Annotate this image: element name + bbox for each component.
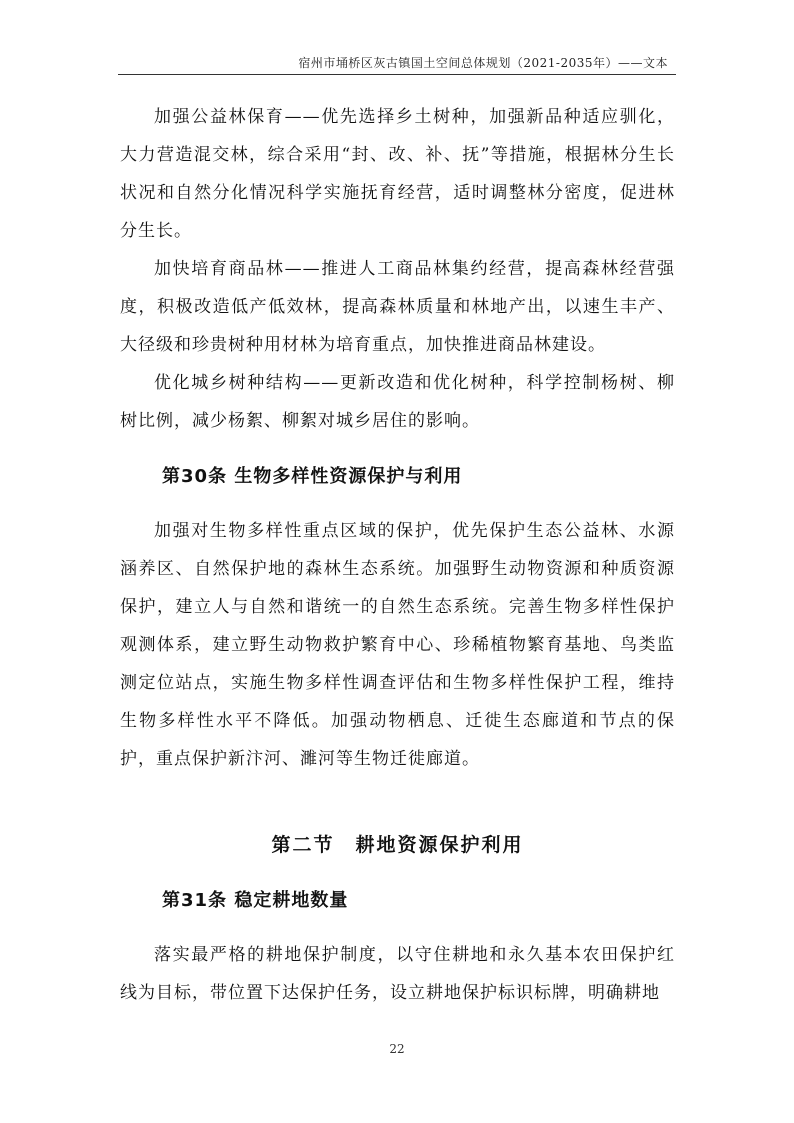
document-body xyxy=(120,98,675,1012)
article-30-title: 第30条 生物多样性资源保护与利用 xyxy=(162,466,463,487)
section-2-title: 第二节 耕地资源保护利用 xyxy=(271,834,524,856)
article-31-body: 落实最严格的耕地保护制度，以守住耕地和永久基本农田保护红线为目标，带位置下达保护任务，设立耕地保护标识标牌，明确耕地 xyxy=(120,945,675,1003)
article-31-title: 第31条 稳定耕地数量 xyxy=(162,890,349,911)
paragraph-commercial-forest: 加快培育商品林——推进人工商品林集约经营，提高森林经营强度，积极改造低产低效林，提高森林质量和林地产出，以速生丰产、大径级和珍贵树种用材林为培育重点，加快推进商品林建设。 xyxy=(120,259,675,355)
paragraph-public-forest: 加强公益林保育——优先选择乡土树种，加强新品种适应驯化，大力营造混交林，综合采用“封、改、补、抚”等措施，根据林分生长状况和自然分化情况科学实施抚育经营，适时调整林分密度，促进林分生长。 xyxy=(120,107,675,241)
running-header: 宿州市埇桥区灰古镇国土空间总体规划（2021-2035年）——文本 xyxy=(298,56,668,70)
article-30-body: 加强对生物多样性重点区域的保护，优先保护生态公益林、水源涵养区、自然保护地的森林生态系统。加强野生动物资源和种质资源保护，建立人与自然和谐统一的自然生态系统。完善生物多样性保护观测体系，建立野生动物救护繁育中心、珍稀植物繁育基地、鸟类监测定位站点，实施生物多样性调查评估和生物多样性保护工程，维持生物多样性水平不降低。加强动物栖息、迁徙生态廊道和节点的保护，重点保护新汴河、濉河等生物迁徙廊道。 xyxy=(120,521,675,769)
header-divider xyxy=(118,74,676,75)
paragraph-tree-species: 优化城乡树种结构——更新改造和优化树种，科学控制杨树、柳树比例，减少杨絮、柳絮对城乡居住的影响。 xyxy=(120,373,675,431)
page-number: 22 xyxy=(389,1042,405,1056)
